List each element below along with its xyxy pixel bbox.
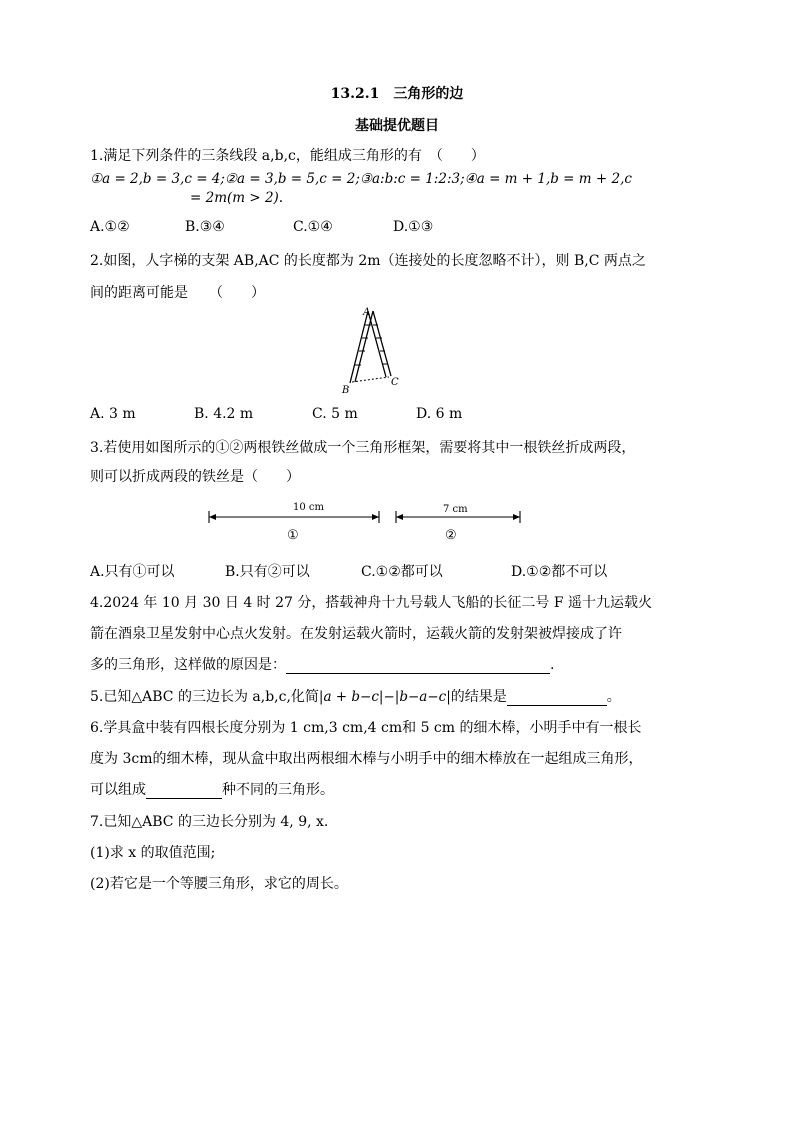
wire2-label: ②	[445, 528, 457, 543]
q3-option-b: B.只有②可以	[225, 564, 310, 580]
q7-part1: (1)求 x 的取值范围;	[90, 845, 216, 861]
q4-line3-end: .	[550, 657, 555, 673]
q2-option-c: C. 5 m	[312, 406, 358, 422]
q4-line3-text: 多的三角形，这样做的原因是：	[90, 657, 286, 673]
q6-line2: 度为 3cm的细木棒，现从盒中取出两根细木棒与小明手中的细木棒放在一起组成三角形，	[90, 751, 643, 767]
q3-stem-line1: 3.若使用如图所示的①②两根铁丝做成一个三角形框架，需要将其中一根铁丝折成两段，	[90, 440, 636, 456]
q2-option-d: D. 6 m	[416, 406, 463, 422]
q2-option-a: A. 3 m	[90, 406, 136, 422]
q5-end: 。	[606, 689, 621, 705]
q1-option-b: B.③④	[185, 219, 225, 235]
q2-options	[90, 406, 462, 422]
q1-option-d: D.①③	[393, 219, 434, 235]
q2-option-b: B. 4.2 m	[194, 406, 254, 422]
q6-line3-end: 种不同的三角形。	[222, 782, 334, 798]
q5-answer-blank[interactable]	[507, 690, 607, 706]
q5-line	[90, 686, 621, 706]
q1-option-c: C.①④	[293, 219, 333, 235]
q4-line2: 箭在酒泉卫星发射中心点火发射。在发射运载火箭时，运载火箭的发射架被焊接成了许	[90, 626, 622, 642]
q1-conditions-line2: = 2m(m > 2).	[190, 190, 284, 206]
wire1-label: ①	[287, 528, 299, 543]
q7-stem: 7.已知△ABC 的三边长分别为 4, 9, x.	[90, 814, 329, 830]
q1-option-a: A.①②	[90, 219, 130, 235]
ladder-label-a: A	[363, 307, 371, 318]
q2-stem-line2: 间的距离可能是 （ ）	[90, 285, 265, 301]
q6-line3-start: 可以组成	[90, 782, 146, 798]
q5-after: 的结果是	[450, 689, 507, 705]
q3-stem-line2: 则可以折成两段的铁丝是（ ）	[90, 469, 300, 485]
q7-part2: (2)若它是一个等腰三角形，求它的周长。	[90, 876, 348, 892]
page-title: 13.2.1 三角形的边	[330, 86, 464, 102]
q3-options	[90, 561, 607, 581]
q4-line1: 4.2024 年 10 月 30 日 4 时 27 分，搭载神舟十九号载人飞船的长征二号 F 遥十九运载火	[90, 595, 653, 611]
q6-line3	[90, 779, 334, 799]
ladder-label-c: C	[391, 377, 399, 388]
ladder-label-b: B	[342, 385, 350, 396]
q5-text: 5.已知△ABC 的三边长为 a,b,c,化简	[90, 689, 319, 705]
q3-option-d: D.①②都不可以	[511, 564, 608, 580]
q4-answer-blank[interactable]	[286, 658, 550, 674]
wire1-length: 10 cm	[293, 502, 324, 513]
q1-conditions-line1: ①a = 2,b = 3,c = 4;②a = 3,b = 5,c = 2;③a:b:c = 1:2:3;④a = m + 1,b = m + 2,c	[90, 171, 632, 187]
q1-stem: 1.满足下列条件的三条线段 a,b,c，能组成三角形的有 （ ）	[90, 148, 485, 164]
q6-answer-blank[interactable]	[146, 783, 222, 799]
q3-option-a: A.只有①可以	[90, 564, 175, 580]
q5-expression: |a + b−c|−|b−a−c|	[318, 689, 451, 705]
q3-option-c: C.①②都可以	[361, 564, 443, 580]
wire2-length: 7 cm	[443, 504, 468, 515]
q6-line1: 6.学具盒中装有四根长度分别为 1 cm,3 cm,4 cm和 5 cm 的细木棒，小明手中有一根长	[90, 720, 642, 736]
wires-figure	[205, 497, 530, 545]
q4-line3	[90, 654, 554, 674]
ladder-figure	[335, 305, 415, 395]
section-subtitle: 基础提优题目	[355, 118, 439, 134]
q1-options	[90, 219, 433, 235]
q2-stem-line1: 2.如图，人字梯的支架 AB,AC 的长度都为 2m（连接处的长度忽略不计），则 B,C 两点之	[90, 253, 646, 269]
